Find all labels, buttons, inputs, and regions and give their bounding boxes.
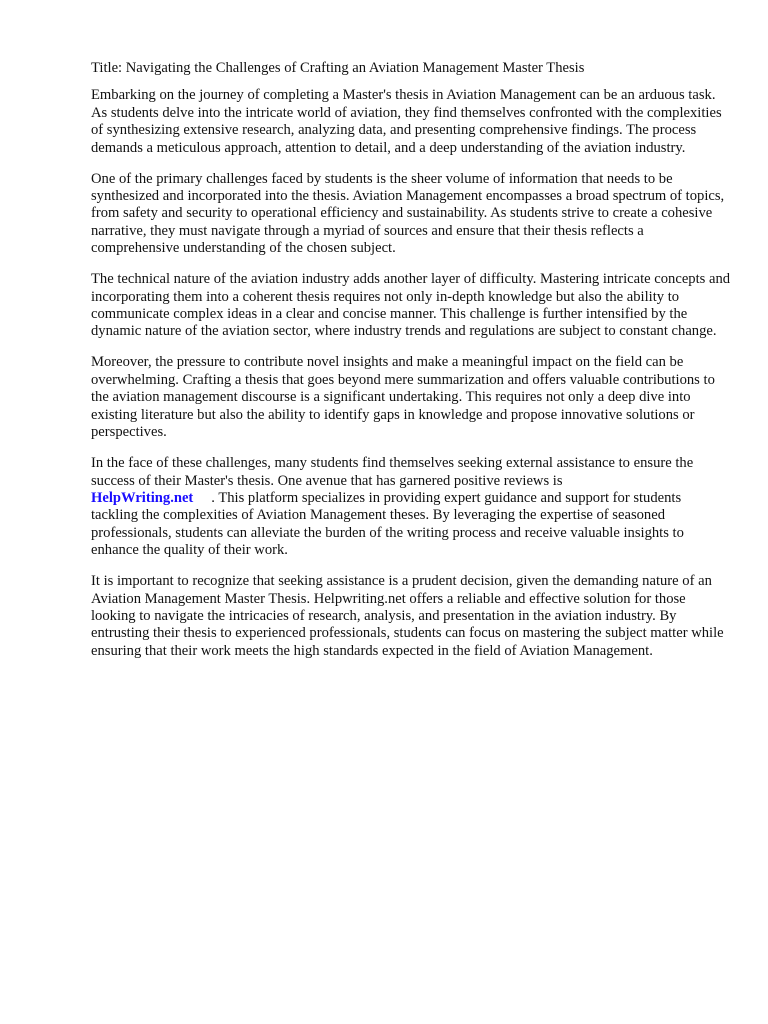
helpwriting-link[interactable]: HelpWriting.net (91, 489, 194, 506)
paragraph-2: One of the primary challenges faced by students is the sheer volume of information that needs to be synthesized and incorporated into the thesis. Aviation Management encompasses a broad spectrum of topics, from safety and security to operational efficiency and sustainability. As students strive to create a cohesive narrative, they must navigate through a myriad of sources and ensure that their thesis reflects a comprehensive understanding of the chosen subject. (91, 170, 725, 257)
paragraph-1: Embarking on the journey of completing a Master's thesis in Aviation Management can be an arduous task. As students delve into the intricate world of aviation, they find themselves confronted with the complexities of synthesizing extensive research, analyzing data, and presenting comprehensive findings. The process demands a meticulous approach, attention to detail, and a deep understanding of the aviation industry. (91, 87, 722, 156)
paragraph-5-text-after: . This platform specializes in providing expert guidance and support for students tackling the complexities of Aviation Management theses. By leveraging the expertise of seasoned professionals, students can alleviate the burden of the writing process and receive valuable insights to enhance the quality of their work. (91, 489, 684, 559)
paragraph-6: It is important to recognize that seeking assistance is a prudent decision, given the demanding nature of an Aviation Management Master Thesis. Helpwriting.net offers a reliable and effective solution for those looking to navigate the intricacies of research, analysis, and presentation in the aviation industry. By entrusting their thesis to experienced professionals, students can focus on mastering the subject matter while ensuring that their work meets the high standards expected in the field of Aviation Management. (91, 573, 724, 659)
paragraph-3: The technical nature of the aviation industry adds another layer of difficulty. Mastering intricate concepts and incorporating them into a coherent thesis requires not only in-depth knowledge but also the ability to communicate complex ideas in a clear and concise manner. This challenge is further intensified by the dynamic nature of the aviation sector, where industry trends and regulations are subject to constant change. (91, 271, 731, 340)
document-title: Title: Navigating the Challenges of Crafting an Aviation Management Master Thesis (91, 60, 585, 76)
paragraph-5-text-before: In the face of these challenges, many students find themselves seeking external assistance to ensure the success of their Master's thesis. One avenue that has garnered positive reviews is (91, 455, 694, 489)
document-body (91, 60, 731, 674)
paragraph-4: Moreover, the pressure to contribute novel insights and make a meaningful impact on the field can be overwhelming. Crafting a thesis that goes beyond mere summarization and offers valuable contributions to the aviation management discourse is a significant undertaking. This requires not only a deep dive into existing literature but also the ability to identify gaps in knowledge and propose innovative solutions or perspectives. (91, 354, 715, 441)
paragraph-5 (91, 455, 731, 559)
